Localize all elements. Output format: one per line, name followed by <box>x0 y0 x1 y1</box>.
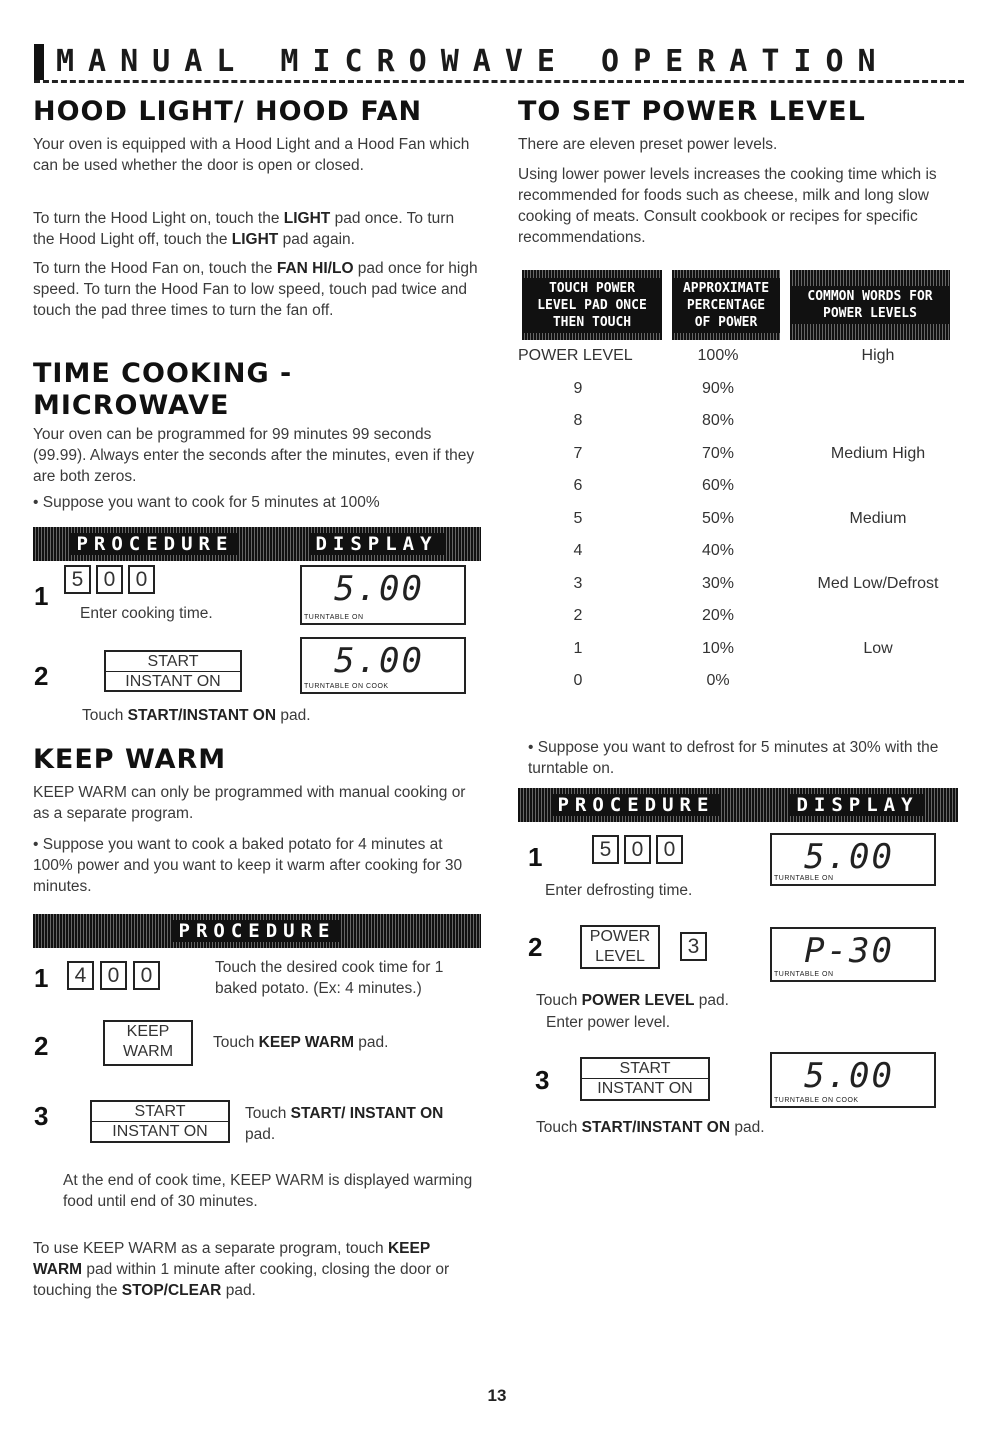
table-cell-level: 7 <box>573 444 583 462</box>
table-cell-percentage: 80% <box>701 412 735 429</box>
step-instruction: Touch START/ INSTANT ON pad. <box>245 1105 444 1143</box>
key-0[interactable]: 0 <box>100 961 127 990</box>
table-row <box>518 439 958 472</box>
step-number: 2 <box>34 1031 49 1061</box>
start-instant-on-pad[interactable]: START INSTANT ON <box>580 1057 710 1101</box>
table-cell-level: 2 <box>573 607 583 624</box>
step-caption: Touch POWER LEVEL pad. <box>536 992 729 1009</box>
time-cooking-intro: Your oven can be programmed for 99 minutes 99 seconds (99.99). Always enter the seconds after the minutes, even if they are both zeros. <box>33 426 475 485</box>
table-header-common-words: COMMON WORDS FOR POWER LEVELS <box>790 270 950 340</box>
power-level-heading: TO SET POWER LEVEL <box>518 96 866 127</box>
table-header-percentage: APPROXIMATE PERCENTAGE OF POWER <box>672 270 780 340</box>
power-level-description: Using lower power levels increases the cooking time which is recommended for foods such as cheese, milk and long slow cooking of meats. Consult cookbook or recipes for specific recommendations. <box>518 166 937 246</box>
step-number: 3 <box>34 1101 49 1131</box>
step-number: 1 <box>34 963 49 993</box>
step-caption: Enter power level. <box>546 1014 671 1031</box>
table-cell-percentage: 100% <box>697 347 739 364</box>
table-cell-level: POWER LEVEL <box>518 347 633 364</box>
header-mark <box>34 44 44 80</box>
keep-warm-bullet: • Suppose you want to cook a baked potato for 4 minutes at 100% power and you want to keep it warm after cooking for 30 minutes. <box>33 836 463 895</box>
step-number: 1 <box>528 842 543 872</box>
step-caption: Enter defrosting time. <box>545 882 693 899</box>
keep-warm-intro: KEEP WARM can only be programmed with manual cooking or as a separate program. <box>33 784 466 822</box>
table-cell-level: 9 <box>573 379 583 397</box>
table-cell-percentage: 40% <box>701 542 735 559</box>
table-cell-percentage: 60% <box>701 477 735 494</box>
table-row <box>518 504 958 537</box>
key-4[interactable]: 4 <box>67 961 94 990</box>
table-cell-words: Low <box>863 639 893 657</box>
table-cell-words: Medium <box>849 509 907 527</box>
key-0[interactable]: 0 <box>624 835 651 864</box>
table-cell-words: High <box>861 347 895 364</box>
keep-warm-note: At the end of cook time, KEEP WARM is displayed warming food until end of 30 minutes. <box>63 1172 473 1210</box>
table-row <box>518 569 958 602</box>
step-caption: Touch START/INSTANT ON pad. <box>82 707 311 724</box>
table-cell-percentage: 20% <box>701 607 735 624</box>
display-screen: 5.00 TURNTABLE ON COOK <box>300 637 466 694</box>
table-cell-level: 8 <box>573 412 583 429</box>
key-0[interactable]: 0 <box>656 835 683 864</box>
hood-light-text: To turn the Hood Light on, touch the LIGHT pad once. To turn the Hood Light off, touch the LIGHT pad again. <box>33 210 455 248</box>
header-divider <box>34 80 964 83</box>
time-cooking-heading-line1: TIME COOKING - <box>33 358 293 389</box>
page-section-title: MANUAL MICROWAVE OPERATION <box>56 44 890 79</box>
key-3[interactable]: 3 <box>680 932 707 961</box>
time-cooking-banner: PROCEDURE DISPLAY <box>33 527 481 561</box>
keep-warm-heading: KEEP WARM <box>33 744 227 775</box>
time-cooking-bullet: • Suppose you want to cook for 5 minutes at 100% <box>33 494 380 511</box>
display-screen: 5.00 TURNTABLE ON COOK <box>770 1052 936 1108</box>
display-screen: P-30 TURNTABLE ON <box>770 927 936 982</box>
table-row <box>518 601 958 634</box>
key-5[interactable]: 5 <box>64 565 91 594</box>
power-level-pad[interactable]: POWER LEVEL <box>580 925 660 969</box>
table-cell-level: 0 <box>573 672 583 689</box>
table-row <box>518 536 958 569</box>
step-instruction: Touch KEEP WARM pad. <box>213 1034 389 1051</box>
table-row <box>518 666 958 699</box>
table-cell-percentage: 10% <box>701 639 735 657</box>
table-row <box>518 634 958 667</box>
page-number: 13 <box>487 1386 507 1405</box>
hood-fan-text: To turn the Hood Fan on, touch the FAN HI/LO pad once for high speed. To turn the Hood Fan to low speed, touch pad twice and touch the pad three times to turn the fan off. <box>33 260 478 319</box>
table-header-touch: TOUCH POWER LEVEL PAD ONCE THEN TOUCH <box>522 270 662 340</box>
table-cell-level: 5 <box>573 509 583 527</box>
keep-warm-pad[interactable]: KEEP WARM <box>103 1020 193 1066</box>
table-cell-percentage: 90% <box>701 379 735 397</box>
table-row <box>518 374 958 407</box>
power-level-bullet: • Suppose you want to defrost for 5 minutes at 30% with the turntable on. <box>528 739 939 777</box>
step-number: 2 <box>528 932 543 962</box>
table-row <box>518 341 958 374</box>
table-cell-percentage: 70% <box>701 444 735 462</box>
step-number: 1 <box>34 581 49 611</box>
table-cell-words: Med Low/Defrost <box>817 574 939 592</box>
hood-heading: HOOD LIGHT/ HOOD FAN <box>33 96 423 127</box>
step-number: 3 <box>535 1065 550 1095</box>
table-cell-level: 1 <box>573 639 583 657</box>
power-level-intro: There are eleven preset power levels. <box>518 136 778 153</box>
key-0[interactable]: 0 <box>133 961 160 990</box>
keep-warm-banner: PROCEDURE <box>33 914 481 948</box>
table-cell-words: Medium High <box>830 444 926 462</box>
start-instant-on-pad[interactable]: START INSTANT ON <box>90 1100 230 1143</box>
step-number: 2 <box>34 661 49 691</box>
table-row <box>518 406 958 439</box>
table-cell-percentage: 30% <box>701 574 735 592</box>
key-5[interactable]: 5 <box>592 835 619 864</box>
step-caption: Touch START/INSTANT ON pad. <box>536 1119 765 1136</box>
power-level-banner: PROCEDURE DISPLAY <box>518 788 958 822</box>
hood-intro: Your oven is equipped with a Hood Light and a Hood Fan which can be used whether the door is open or closed. <box>33 136 470 174</box>
table-cell-level: 3 <box>573 574 583 592</box>
display-screen: 5.00 TURNTABLE ON <box>300 565 466 625</box>
step-caption: Enter cooking time. <box>80 605 213 622</box>
step-instruction: Touch the desired cook time for 1 baked potato. (Ex: 4 minutes.) <box>215 959 444 997</box>
key-0[interactable]: 0 <box>128 565 155 594</box>
display-screen: 5.00 TURNTABLE ON <box>770 833 936 886</box>
table-cell-level: 4 <box>573 542 583 559</box>
table-cell-level: 6 <box>573 477 583 494</box>
key-0[interactable]: 0 <box>96 565 123 594</box>
start-instant-on-pad[interactable]: START INSTANT ON <box>104 650 242 692</box>
table-cell-percentage: 0% <box>706 672 730 689</box>
keep-warm-separate-text: To use KEEP WARM as a separate program, touch KEEP WARM pad within 1 minute after cooking, closing the door or touching the STOP/CLEAR pad. <box>33 1240 450 1299</box>
time-cooking-heading-line2: MICROWAVE <box>33 390 230 421</box>
table-cell-percentage: 50% <box>701 509 735 527</box>
table-row <box>518 471 958 504</box>
